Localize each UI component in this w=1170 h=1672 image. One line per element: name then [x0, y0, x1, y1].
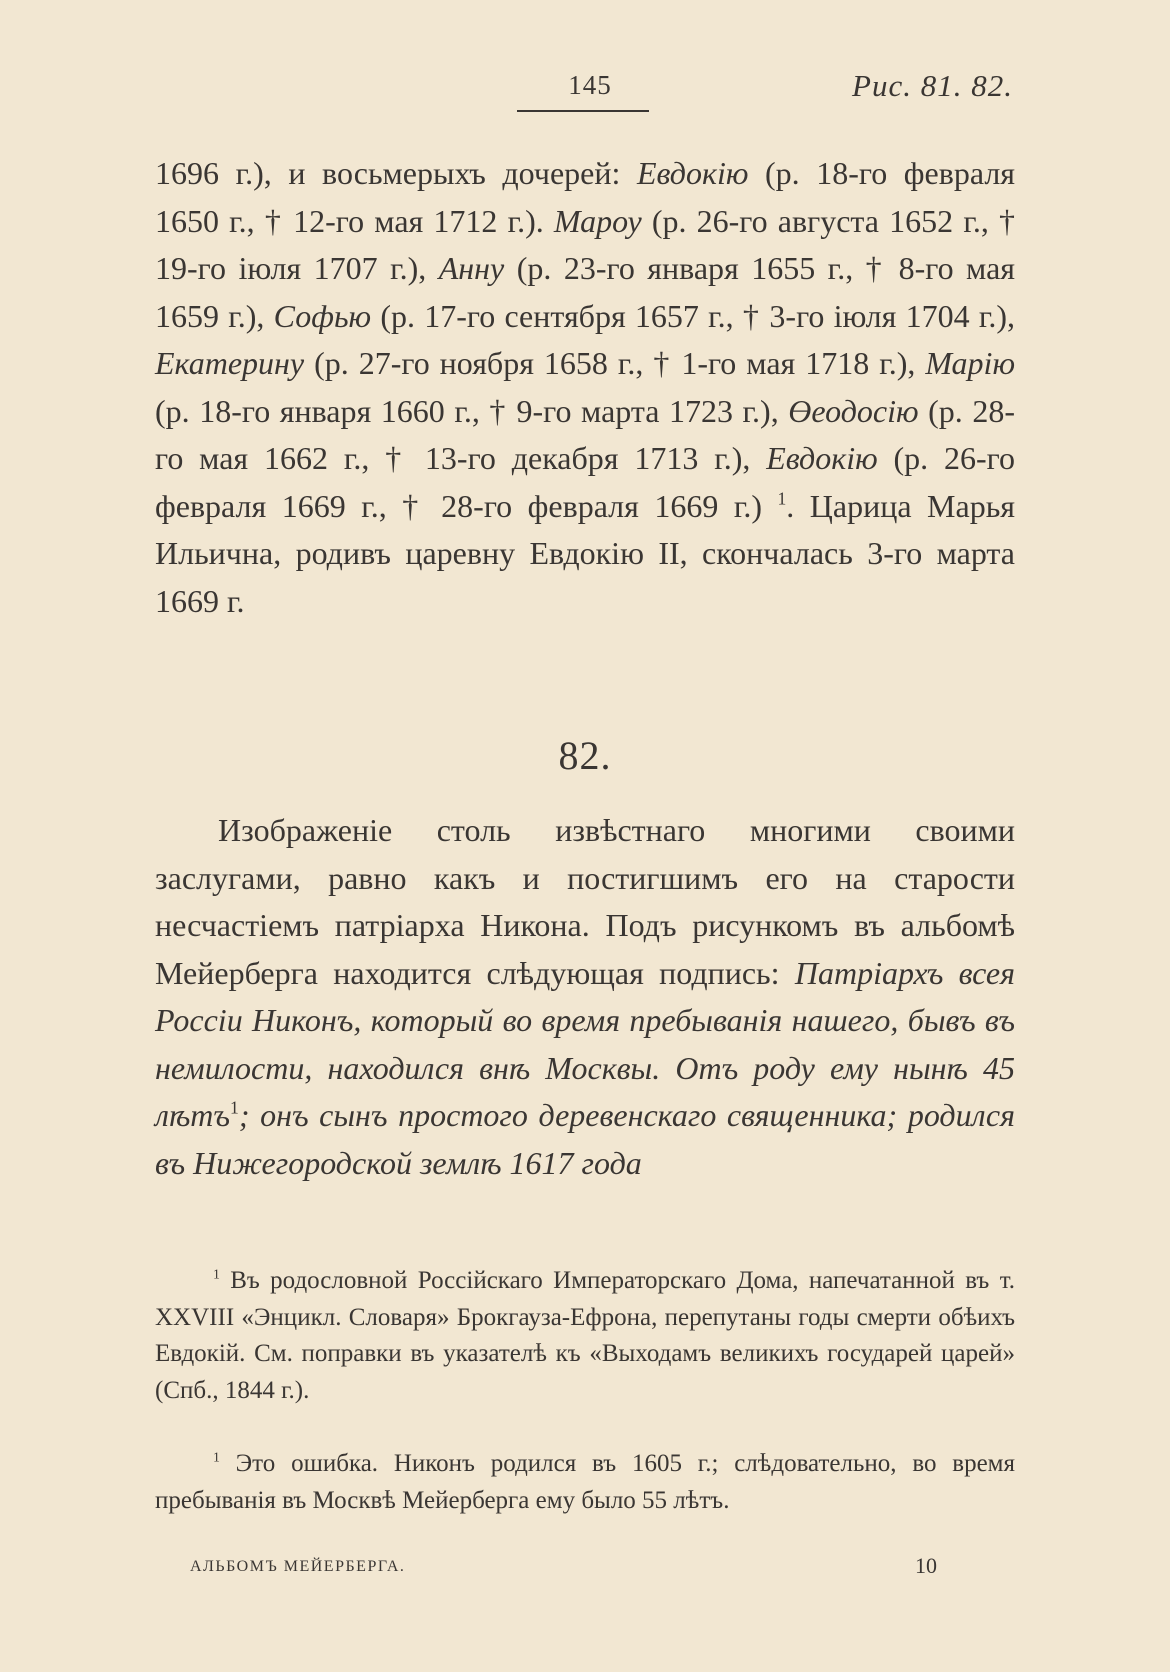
text-segment: 1696 г.), и восьмерыхъ дочерей:: [155, 155, 637, 191]
name-evdokia-ii: Евдокію: [766, 440, 878, 476]
text-segment: (р. 26-го августа 1652 г., † 19-го іюля 1707 г.),: [155, 202, 1016, 286]
page-number-rule: [517, 110, 649, 112]
footnote-2: [155, 1446, 1015, 1519]
text-segment: (р. 18-го февраля 1650 г., † 12-го мая 1712 г.).: [155, 155, 1016, 239]
text-segment: (р. 17-го сентября 1657 г., † 3-го іюля 1704 г.),: [371, 297, 1016, 334]
name-maria: Марію: [925, 345, 1015, 381]
page-number: 145: [568, 70, 612, 100]
signature-number: 10: [915, 1553, 937, 1578]
text-segment: Изображеніе столь извѣстнаго многими своими заслугами, равно какъ и постигшимъ его на старости несчастіемъ патріарха Никона. Подъ рисункомъ въ альбомѣ Мейерберга находится слѣдующая подпись:: [155, 812, 1015, 991]
footnote-text: Это ошибка. Никонъ родился въ 1605 г.; слѣдовательно, во время пребыванія въ Москвѣ Мейерберга ему было 55 лѣтъ.: [155, 1450, 1015, 1514]
signature-mark: АЛЬБОМЪ МЕЙЕРБЕРГА.: [190, 1558, 406, 1575]
footnote-1: [155, 1263, 1015, 1409]
caption-quote: Патріархъ всея Россіи Никонъ, который во время пребыванія нашего, бывъ въ немилости, находился внѣ Москвы. Отъ роду ему нынѣ 45 лѣтъ: [155, 954, 1016, 1133]
name-evdokia: Евдокію: [636, 155, 749, 191]
caption-quote-continued: ; онъ сынъ простого деревенскаго священника; родился въ Нижегородской землѣ 1617 года: [155, 1097, 1015, 1181]
name-ekaterina: Екатерину: [155, 345, 305, 381]
section-82-body: [155, 807, 1015, 1187]
name-sofia: Софью: [273, 297, 372, 334]
section-number: 82.: [558, 733, 612, 778]
text-segment: (р. 18-го января 1660 г., † 9-го марта 1723 г.),: [155, 392, 789, 429]
text-segment: (р. 26-го февраля 1669 г., † 28-го февраля 1669 г.): [155, 440, 1015, 524]
footnote-text: Въ родословной Россійскаго Императорскаго Дома, напечатанной въ т. XXVIII «Энцикл. Словаря» Брокгауза-Ефрона, перепутаны годы смерти обѣихъ Евдокій. См. поправки въ указателѣ къ «Выходамъ великихъ государей царей» (Спб., 1844 г.).: [155, 1267, 1015, 1404]
name-feodosia: Өеодосію: [788, 392, 919, 429]
text-segment: (р. 27-го ноября 1658 г., † 1-го мая 1718 г.),: [304, 345, 926, 381]
name-marfa: Мароу: [553, 202, 642, 239]
section-81-continuation: [155, 150, 1015, 625]
figure-reference: Рис. 81. 82.: [852, 68, 1013, 103]
footnote-marker: 1: [230, 1097, 239, 1118]
text-segment: (р. 23-го января 1655 г., † 8-го мая 1659 г.),: [155, 250, 1016, 334]
name-anna: Анну: [438, 250, 505, 286]
footnote-marker: 1: [213, 1449, 220, 1465]
footnote-marker: 1: [777, 488, 787, 509]
footnote-marker: 1: [213, 1266, 220, 1282]
text-segment: (р. 28-го мая 1662 г., † 13-го декабря 1713 г.),: [155, 392, 1016, 476]
text-segment: . Царица Марья Ильична, родивъ царевну Евдокію II, скончалась 3-го марта 1669 г.: [155, 487, 1016, 619]
